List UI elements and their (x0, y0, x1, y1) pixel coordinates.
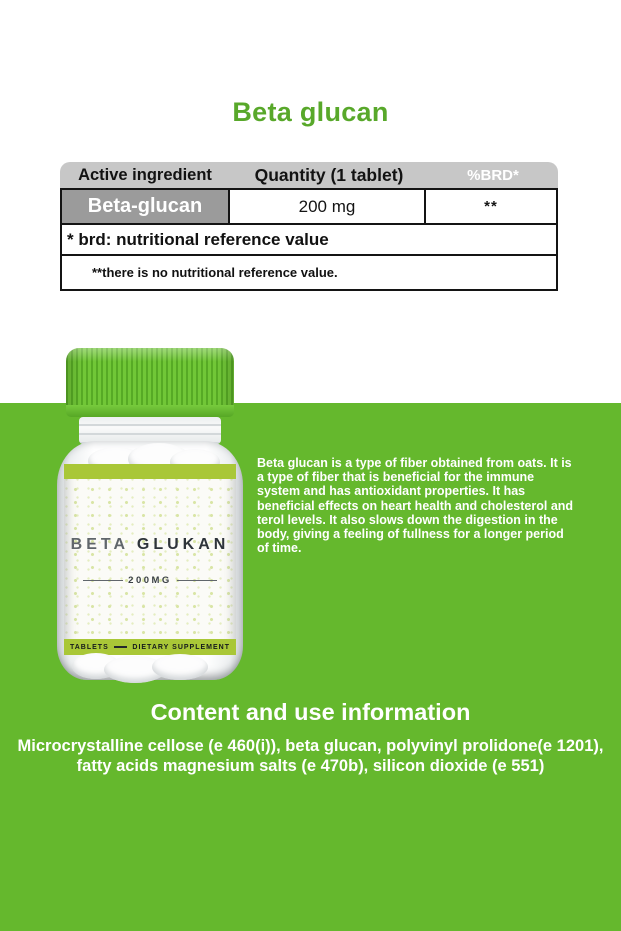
product-description: Beta glucan is a type of fiber obtained from oats. It is a type of fiber that is beneficial for the immune system and has antioxidant properties. It has beneficial effects on heart health and cholesterol and terol levels. It also slows down the digestion in the body, giving a feeling of fullness for a longer period of time. (257, 456, 574, 556)
dose-rule-left (83, 580, 123, 582)
cell-brd-value: ** (426, 190, 556, 223)
brand-word-glukan: GLUKAN (136, 536, 230, 553)
footnote-no-reference: **there is no nutritional reference value. (60, 254, 558, 291)
band-text-dietary-supplement: DIETARY SUPPLEMENT (132, 643, 230, 651)
bottle-dose-line (64, 575, 236, 586)
cell-ingredient-name: Beta-glucan (62, 190, 230, 223)
bottle-brand-text (64, 536, 236, 554)
bottle-label (64, 464, 236, 655)
content-use-heading: Content and use information (150, 699, 471, 725)
band-rule (114, 646, 128, 648)
footnote-brd-definition: * brd: nutritional reference value (60, 223, 558, 256)
bottle-cap-lower-band (66, 405, 234, 417)
label-top-band (64, 464, 236, 479)
table-header-row (60, 162, 558, 188)
ingredient-table (60, 162, 558, 291)
bottle-dose-text: 200MG (128, 575, 172, 586)
cell-quantity: 200 mg (230, 190, 426, 223)
page-title: Beta glucan (232, 97, 389, 127)
bottle-cap (66, 348, 234, 405)
band-text-tablets: TABLETS (70, 643, 109, 651)
header-quantity: Quantity (1 tablet) (254, 164, 404, 185)
ingredients-list: Microcrystalline cellose (e 460(i)), beta glucan, polyvinyl prolidone(e 1201), fatty acids magnesium salts (e 470b), silicon dioxide (e 551) (17, 737, 604, 776)
header-brd: %BRD* (467, 166, 519, 184)
dose-rule-right (177, 580, 217, 582)
table-row (60, 188, 558, 225)
bottle-neck (79, 417, 221, 444)
brand-word-beta: BETA (70, 536, 129, 553)
tablet-shape (152, 654, 208, 680)
header-active-ingredient: Active ingredient (78, 165, 212, 184)
